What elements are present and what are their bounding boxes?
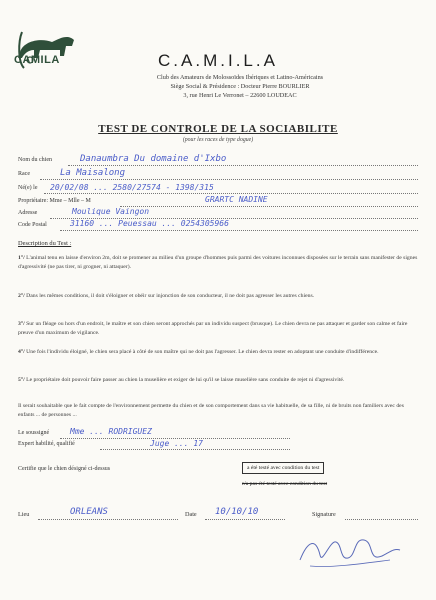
field-label-address: Adresse (18, 210, 38, 216)
owner-value: Mme ... RODRIGUEZ (70, 427, 152, 436)
field-value-postal-code: 31160 ... Peuessau ... 0254305966 (70, 219, 229, 228)
paragraph-4: 4°/ Une fois l'individu éloigné, le chien sera placé à côté de son maître qui ne doit pas l'agresser. Le chien devra rester en adoptant une conduite d'indifférence. (18, 349, 379, 355)
date-value: 10/10/10 (215, 507, 259, 517)
club-name: C.A.M.I.L.A (158, 51, 278, 70)
expert-label: Expert habilité, qualifié (18, 441, 75, 447)
field-label-breed: Race (18, 171, 30, 177)
field-value-address: Moulique Vaingon (72, 207, 150, 216)
club-line-3: 3, rue Henri Le Verronet – 22600 LOUDEAC (183, 92, 297, 99)
field-value-breed: La Maisalong (60, 168, 126, 178)
field-value-owner: GRARTC NADINE (205, 195, 268, 204)
field-label-owner: Propriétaire: Mme – Mlle – M (18, 198, 91, 204)
paragraph-5: 5°/ Le propriétaire doit pouvoir faire passer au chien la muselière et exiger de lui qu'il se laisse muselière sans conduite de rejet ni d'agressivité. (18, 377, 345, 383)
date-label: Date (185, 511, 197, 518)
lieu-label: Lieu (18, 511, 30, 518)
paragraph-2: 2°/ Dans les mêmes conditions, il doit s'éloigner et obéir sur injonction de son conducteur, il ne doit pas agresser les autres chiens. (18, 293, 315, 299)
paragraph-3: 3°/ Sur un fléage ou hors d'un endroit, le maître et son chien seront approchés par un individu suspect (brusque). Le chien devra ne pas attaquer et garder son calme et faire preuve d'un maximum de vigilance. (18, 321, 408, 336)
field-value-born: 20/02/08 ... 2580/27574 - 1398/315 (50, 183, 214, 192)
field-label-postal-code: Code Postal (18, 222, 47, 228)
logo-text: CAMILA (14, 54, 60, 66)
club-line-1: Club des Amateurs de Molossoïdes Ibériques et Latino-Américains (156, 74, 324, 81)
document-subtitle: (pour les races de type dogue) (182, 137, 254, 143)
handwritten-signature (290, 520, 410, 575)
tested-box: a été testé avec condition du test (242, 462, 324, 474)
document-title: TEST DE CONTROLE DE LA SOCIABILITE (98, 123, 338, 135)
paragraph-1: 1°/ L'animal tenu en laisse d'environ 2m, doit se promener au milieu d'un groupe d'hommes puis parmi des voitures inconnues disposées sur le terrain sans manifester de signes d'agressivité (ne pas tirer, ni grogner, ni attaquer). (18, 255, 418, 270)
club-line-2: Siège Social & Présidence : Docteur Pierre BOURLIER (170, 83, 310, 90)
field-value-dog-name: Danaumbra Du domaine d'Ixbo (80, 154, 227, 164)
field-label-dog-name: Nom du chien (18, 157, 52, 163)
owner-label: Le soussigné (18, 430, 50, 436)
paragraph-6: Il serait souhaitable que le fait compte de l'environnement permette du chien et de son comportement dans sa vie habituelle, de sa fille, ni de bruits non familiers avec des enfants ... de personnes ... (18, 403, 404, 418)
signature-label: Signature (312, 511, 336, 518)
lieu-value: ORLEANS (70, 507, 108, 517)
certify-text: Certifie que le chien désigné ci-dessus (18, 466, 111, 472)
description-title: Description du Test : (18, 240, 72, 247)
not-tested-text: n'a pas été testé avec condition du test (242, 481, 328, 487)
field-label-born: Né(e) le (18, 185, 38, 191)
expert-value: Juge ... 17 (150, 439, 203, 448)
